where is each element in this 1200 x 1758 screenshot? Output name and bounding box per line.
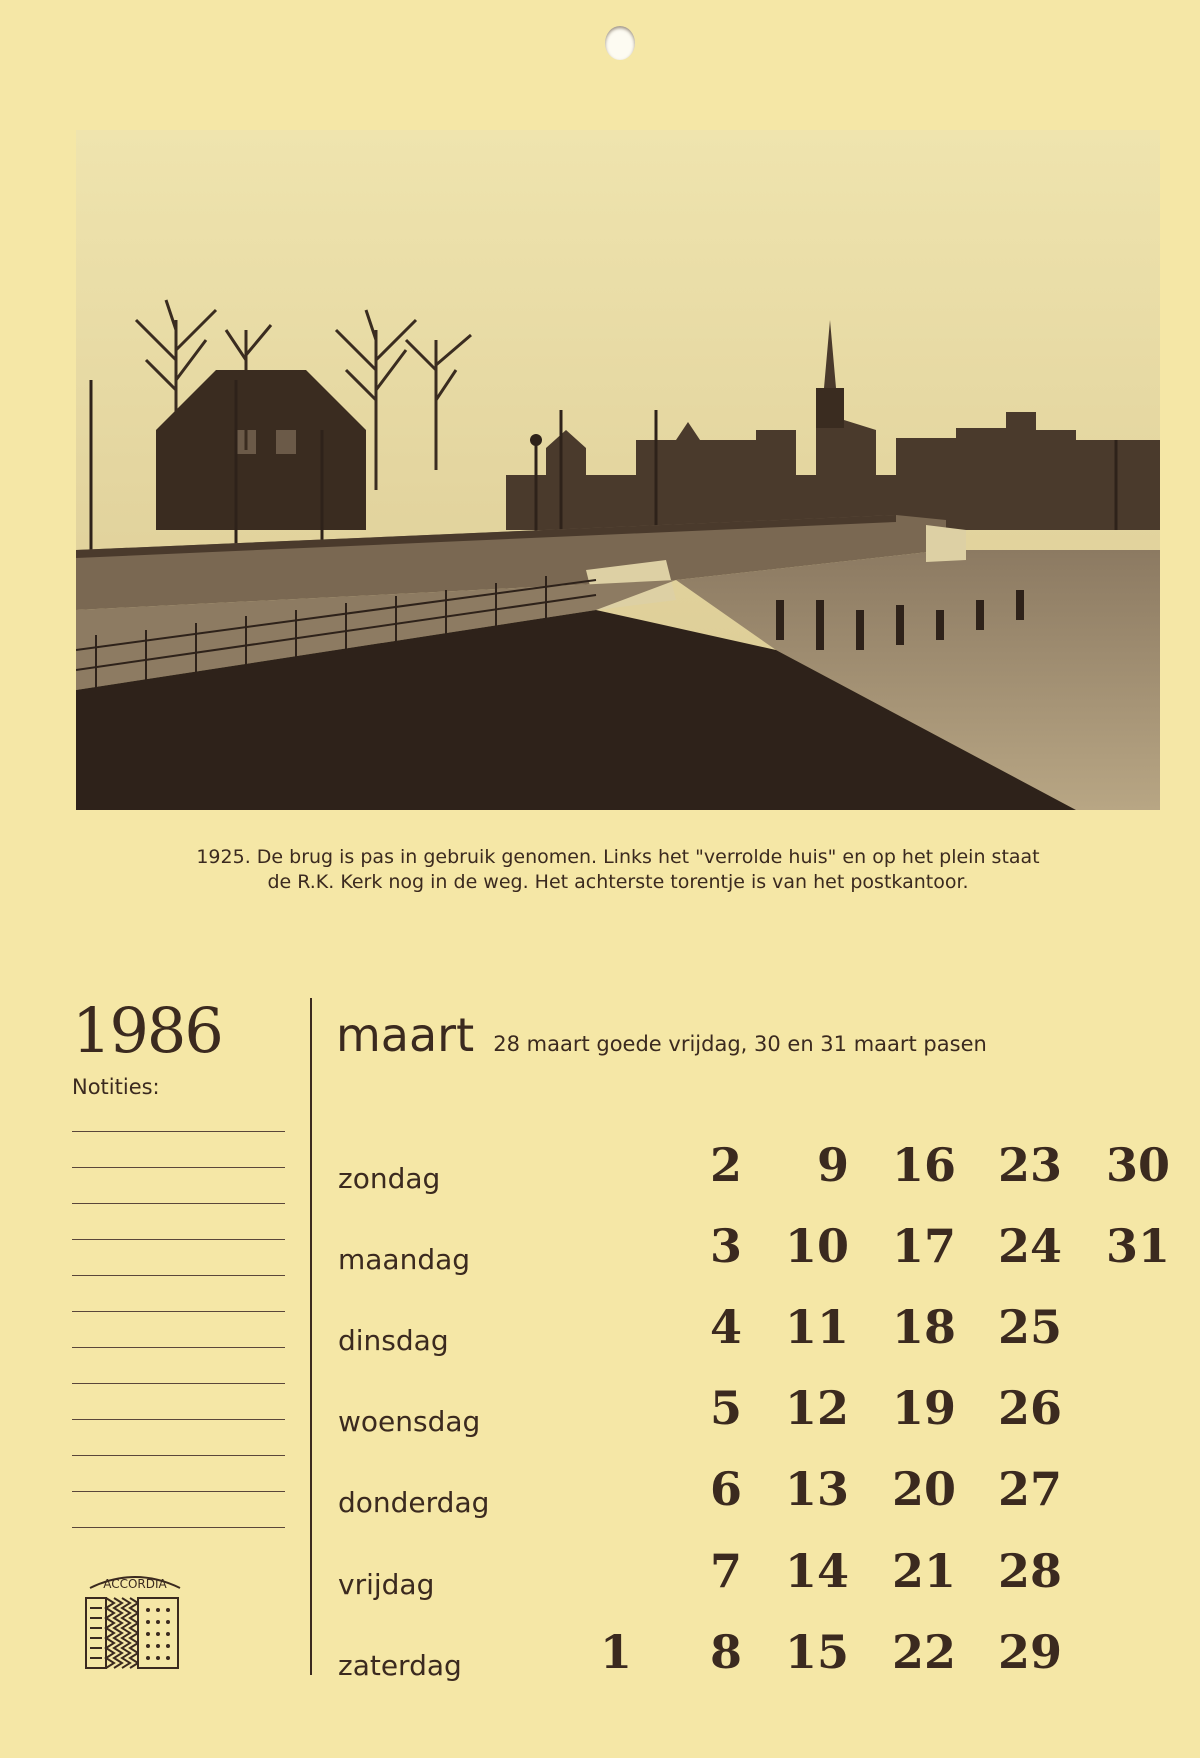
note-line xyxy=(72,1203,285,1204)
date-number: 1 xyxy=(599,1625,632,1679)
weekday-label-dinsdag: dinsdag xyxy=(338,1324,449,1357)
weekday-label-maandag: maandag xyxy=(338,1243,471,1276)
date-number: 27 xyxy=(997,1462,1062,1516)
date-number: 29 xyxy=(997,1625,1062,1679)
note-line xyxy=(72,1383,285,1384)
month-header xyxy=(336,1008,987,1062)
vertical-divider xyxy=(310,998,312,1675)
date-number: 31 xyxy=(1105,1219,1170,1273)
historic-photo xyxy=(76,130,1160,810)
photo-caption xyxy=(76,845,1160,895)
date-number: 6 xyxy=(709,1462,742,1516)
month-holiday-note: 28 maart goede vrijdag, 30 en 31 maart pasen xyxy=(493,1032,987,1056)
weekday-label-zondag: zondag xyxy=(338,1162,441,1195)
date-number: 4 xyxy=(709,1300,742,1354)
date-number: 2 xyxy=(709,1138,742,1192)
date-number: 14 xyxy=(784,1544,849,1598)
date-number: 21 xyxy=(891,1544,956,1598)
date-number: 12 xyxy=(784,1381,849,1435)
date-number: 26 xyxy=(997,1381,1062,1435)
date-number: 28 xyxy=(997,1544,1062,1598)
note-line xyxy=(72,1491,285,1492)
date-number: 23 xyxy=(997,1138,1062,1192)
note-line xyxy=(72,1419,285,1420)
date-number: 18 xyxy=(891,1300,956,1354)
date-number: 16 xyxy=(891,1138,956,1192)
date-number: 10 xyxy=(784,1219,849,1273)
note-line xyxy=(72,1311,285,1312)
note-line xyxy=(72,1275,285,1276)
caption-line-2: de R.K. Kerk nog in de weg. Het achterste torentje is van het postkantoor. xyxy=(267,871,969,893)
logo-text: ACCORDIA xyxy=(103,1577,167,1591)
accordion-icon xyxy=(80,1568,190,1678)
bridge-photo-illustration xyxy=(76,130,1160,810)
date-number: 3 xyxy=(709,1219,742,1273)
date-number: 20 xyxy=(891,1462,956,1516)
date-number: 11 xyxy=(784,1300,849,1354)
punch-hole xyxy=(605,26,635,60)
note-line xyxy=(72,1455,285,1456)
year: 1986 xyxy=(72,994,222,1067)
date-number: 9 xyxy=(816,1138,849,1192)
date-number: 13 xyxy=(784,1462,849,1516)
weekday-label-zaterdag: zaterdag xyxy=(338,1649,462,1682)
notes-label: Notities: xyxy=(72,1075,160,1099)
date-number: 17 xyxy=(891,1219,956,1273)
month-name: maart xyxy=(336,1008,475,1062)
date-number: 24 xyxy=(997,1219,1062,1273)
caption-line-1: 1925. De brug is pas in gebruik genomen. Links het "verrolde huis" en op het plein staat xyxy=(196,846,1040,868)
weekday-label-vrijdag: vrijdag xyxy=(338,1568,435,1601)
date-number: 30 xyxy=(1105,1138,1170,1192)
date-number: 19 xyxy=(891,1381,956,1435)
note-line xyxy=(72,1167,285,1168)
note-line xyxy=(72,1131,285,1132)
note-line xyxy=(72,1527,285,1528)
note-line xyxy=(72,1239,285,1240)
weekday-label-woensdag: woensdag xyxy=(338,1405,481,1438)
date-number: 22 xyxy=(891,1625,956,1679)
note-line xyxy=(72,1347,285,1348)
date-number: 5 xyxy=(709,1381,742,1435)
date-number: 8 xyxy=(709,1625,742,1679)
date-number: 7 xyxy=(709,1544,742,1598)
accordia-logo xyxy=(80,1568,190,1682)
date-number: 15 xyxy=(784,1625,849,1679)
date-number: 25 xyxy=(997,1300,1062,1354)
weekday-label-donderdag: donderdag xyxy=(338,1486,490,1519)
